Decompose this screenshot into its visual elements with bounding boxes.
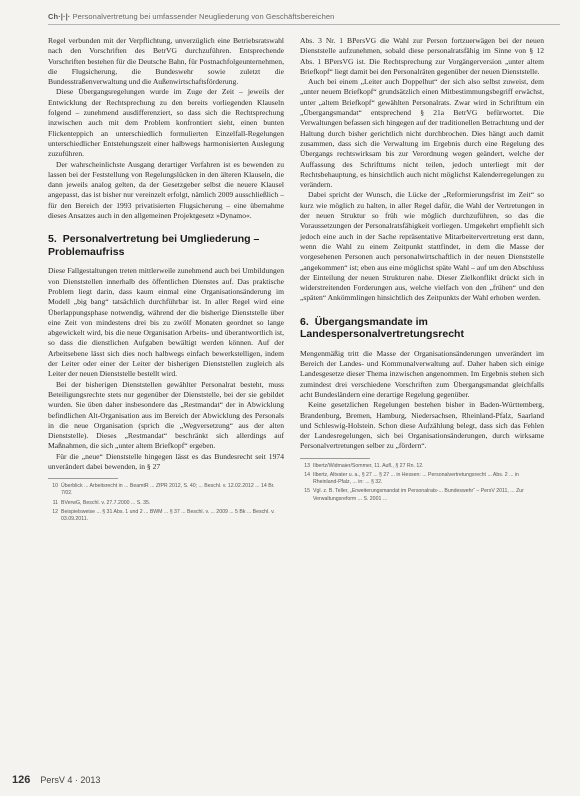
paragraph: Der wahrscheinlichste Ausgang derartiger Verfahren ist es bewenden zu lassen bei der Feststellung von Regelungslücken in den älteren Klauseln, die dann jeweils analog gelten, da der Gesetzgeber selbst die neuere Klausel angepasst, das ist bisher nur vereinzelt erfolgt, nämlich 2009 ausschließlich – für den Bereich der 1993 privatisierten Flugsicherung – eine übernahme dieses Ansatzes auch in den allgemeinen Projektgesetz »Dynamo«. <box>48 159 284 221</box>
section-title: Personalvertretung bei Umgliederung – Problemaufriss <box>48 233 260 258</box>
page-footer <box>12 774 100 786</box>
footnote-text: Überblick ... Arbeitsrecht in ... BeamtR ... ZfPR 2012, S. 40; ... Beschl. v. 12.02.2012 ... 14 Br. 7/02. <box>61 483 275 497</box>
paragraph: Abs. 3 Nr. 1 BPersVG die Wahl zur Person fortzuerwägen bei der neuen Dienststelle aufzunehmen, sobald diese personalratsfähig im Sinne von § 12 Abs. 1 BPersVG ist. Die Rechtsprechung zur Vorgängerversion „unter altem Briefkopf“ liegt damit bei den Personalräten gegenüber der neuen Dienststelle. <box>300 36 544 76</box>
footnote-text: Ilbertz/Widmaier/Sommer, 11. Aufl., § 27 Rn. 12. <box>313 462 424 469</box>
footnote-number: 13 <box>304 462 310 469</box>
paragraph: Auch bei einem „Leiter auch Doppelhut“ der sich also selbst zuweist, dem „unter neuem Briefkopf“ grundsätzlich einen Mitbestimmungsbegriff erwächst, unter „altem Briefkopf“ gewählten Personalrats. Zwar wird in Schrifttum ein „Übergangsmandat“ entsprechend § 21a BetrVG befürwortet. Die Verwaltungen befassen sich hingegen auf der traditionellen Betrachtung und der Haltung durch bisher gerichtlich nicht durchbrochen. Dies hängt auch damit zusammen, dass sich die Verwaltung im Ergebnis durch eine Regelung des Übergangs rechtswirksam bis zur Verordnung wegen geändert, welche der Auffassung des Schrifttums nicht teilen, jedoch unterliegt mit der Rechtsbehauptung, es hinsichtlich auch nicht möglichst Kalenderregelungen zu verändern. <box>300 77 544 190</box>
paragraph: Bei der bisherigen Dienststellen gewählter Personalrat besteht, muss Beteiligungsrechte stets nur gegenüber der Dienststelle, bei der sie gebildet wurden. Sie üben daher insbesondere das „Restmandat“ der in Abwicklung befindlichen Alt-Organisation aus im Bereich der Abwicklung des Personals in die neue Organisation (sprich die „Wegversetzung“ aus der alten Dienststelle). Dieses „Restmandat“ beschränkt sich allerdings auf Maßnahmen, die sich „unter altem Briefkopf“ ergeben. <box>48 379 284 451</box>
chapter-label: Ch·|·|· <box>48 12 71 21</box>
running-head <box>48 12 560 21</box>
footnotes-right <box>300 463 544 503</box>
footnote-number: 14 <box>304 471 310 478</box>
footnote-text: Beispielsweise ... § 31 Abs. 1 und 2 ... BWM ... § 37 ... Beschl. v. ... 2009 ... 5 Bk ... Beschl. v. 03.09.2011. <box>61 508 275 523</box>
footnote-number: 15 <box>304 488 310 495</box>
footnote <box>48 500 284 507</box>
footnote-number: 11 <box>52 499 58 506</box>
footnotes-left <box>48 483 284 523</box>
footnote-text: Ilbertz, Altvater u. a., § 27 ... § 27 ... in Hessen: ... Personalvertretungsrecht ... Abs. 2 ... in Rheinland-Pfalz, ... in: ... § 32. <box>313 471 519 486</box>
page-number: 126 <box>12 774 31 786</box>
footnote-rule <box>48 478 118 479</box>
paragraph: Diese Fallgestaltungen treten mittlerweile zunehmend auch bei Umbildungen von Dienststellen innerhalb des öffentlichen Dienstes auf. Das praktische Problem liegt darin, dass kaum einmal eine Organisationsänderung im Modell „big bang“ tatsächlich durchführbar ist. In aller Regel wird eine Überlappungsphase notwendig, während der die bisherige Dienststelle über eine Zeit von mindestens drei bis zu zwölf Monaten geordnet so lange abgewickelt wird, bis die neue Organisation Arbeits- und überantwortlich ist, so dass die dienstlichen Aufgaben bewältigt werden können. Auf der Arbeitsebene lässt sich dies noch halbwegs einfach bewerkstelligen, indem der Leiter oder einer der Leiter der bisherigen Dienststellen zugleich als Leiter der neuen Dienststelle bestellt wird. <box>48 266 284 379</box>
header-rule <box>48 24 560 25</box>
footnote <box>48 509 284 523</box>
paragraph: Mengenmäßig tritt die Masse der Organisationsänderungen unverändert im Bereich der Landes- und Kommunalverwaltung auf. Daher haben sich einige Landesgesetze dieser Thema inzwischen angenommen. Im Ergebnis stehen sich zumindest drei verschiedene Vorschriften zum Übergangsmandat gleichfalls acht Bundesländern eine derartige Regelung gegenüber. <box>300 348 544 399</box>
left-column <box>48 36 284 525</box>
paragraph: Regel verbunden mit der Verpflichtung, unverzüglich eine Betriebsratswahl nach den Vorschriften des BetrVG durchzuführen. Entsprechende Vorschriften bestehen für die Deutsche Bahn, für Postnachfolgeunternehmen, die Flugsicherung, die Bundeswehr sowie zuletzt die Bundesstraßenverwaltung und die Außenwirtschaftsförderung. <box>48 36 284 87</box>
footnote-text: Vgl. z. B. Teller, „Erweiterungsmandat im Personalrats-... Bundeswehr“ – PersV 2011, ... Zur Verwaltungsreform ... S. 2001 ... <box>313 488 524 502</box>
paragraph: Diese Übergangsregelungen wurde im Zuge der Zeit – jeweils der Entwicklung der Rechtsprechung zu den bereits vorliegenden Klauseln folgend – zunehmend ausdifferenziert, so dass sich die Rechtsprechung inzwischen auch mit dem Problem konfrontiert sieht, einen bunten Flickenteppich an unterschiedlich formulierten Einzelfall-Regelungen unterschiedlicher Entstehungszeit einer halbwegs harmonisierten Auslegung zuzuführen. <box>48 87 284 159</box>
paragraph: Dabei spricht der Wunsch, die Lücke der „Reformierungsfrist im Zeit“ so kurz wie möglich zu halten, in aller Regel dafür, die Wahl der Vertretungen in der neuen Struktur so früh wie möglich durchzuführen, so das die Voraussetzungen der Personalratsfähigkeit vorliegen. Umgekehrt empfiehlt sich jedoch eine auch in der Sache repräsentative Mitarbeitervertretung erst dann, wenn die Wahl zu einem Zeitpunkt stattfindet, in dem die Masse der vorgesehenen Personen auch personalwirtschaftlich in der neuen Dienststelle „angekommen“ ist; eben aus eine möglichst späte Wahl – auf um den Abschluss der Einteilung der neuen Strukturen nahe. Dieser Zielkonflikt drückt sich in widerstreitenden Forderungen aus, welche vielfach von den „frühen“ und den „späten“ Ankömmlingen hinsichtlich des Zeitpunkts der Wahl erhoben werden. <box>300 190 544 303</box>
footnote <box>300 472 544 486</box>
paragraph: Keine gesetzlichen Regelungen bestehen bisher in Baden-Württemberg, Brandenburg, Bremen, Hamburg, Niedersachsen, Rheinland-Pfalz, Saarland und Schleswig-Holstein. Schon diese Aufzählung belegt, dass sich das Fehlen der Landesregelungen, sich bei Organisationsänderungen, durch wirksame Personalvertretungen selber zu „fördern“. <box>300 400 544 451</box>
section-title: Übergangsmandate im Landespersonalvertretungsrecht <box>300 315 464 341</box>
running-title: Personalvertretung bei umfassender Neugliederung von Geschäftsbereichen <box>72 12 335 21</box>
section-number: 6. <box>300 315 309 328</box>
section-6-heading <box>300 316 544 341</box>
right-column <box>300 36 544 505</box>
footnote <box>300 488 544 502</box>
footnote-number: 10 <box>52 483 58 490</box>
footnote-text: BVerwG, Beschl. v. 27.7.2000 ... S. 35. <box>61 499 151 506</box>
paragraph: Für die „neue“ Dienststelle hingegen lässt es das Bundesrecht seit 1974 unverändert dabei bewenden, in § 27 <box>48 451 284 471</box>
footnote <box>48 483 284 497</box>
section-5-heading <box>48 233 284 258</box>
journal-issue: PersV 4 · 2013 <box>40 775 101 785</box>
footnote-number: 12 <box>52 508 58 515</box>
section-number: 5. <box>48 233 57 246</box>
footnote-rule <box>300 458 370 459</box>
footnote <box>300 463 544 470</box>
